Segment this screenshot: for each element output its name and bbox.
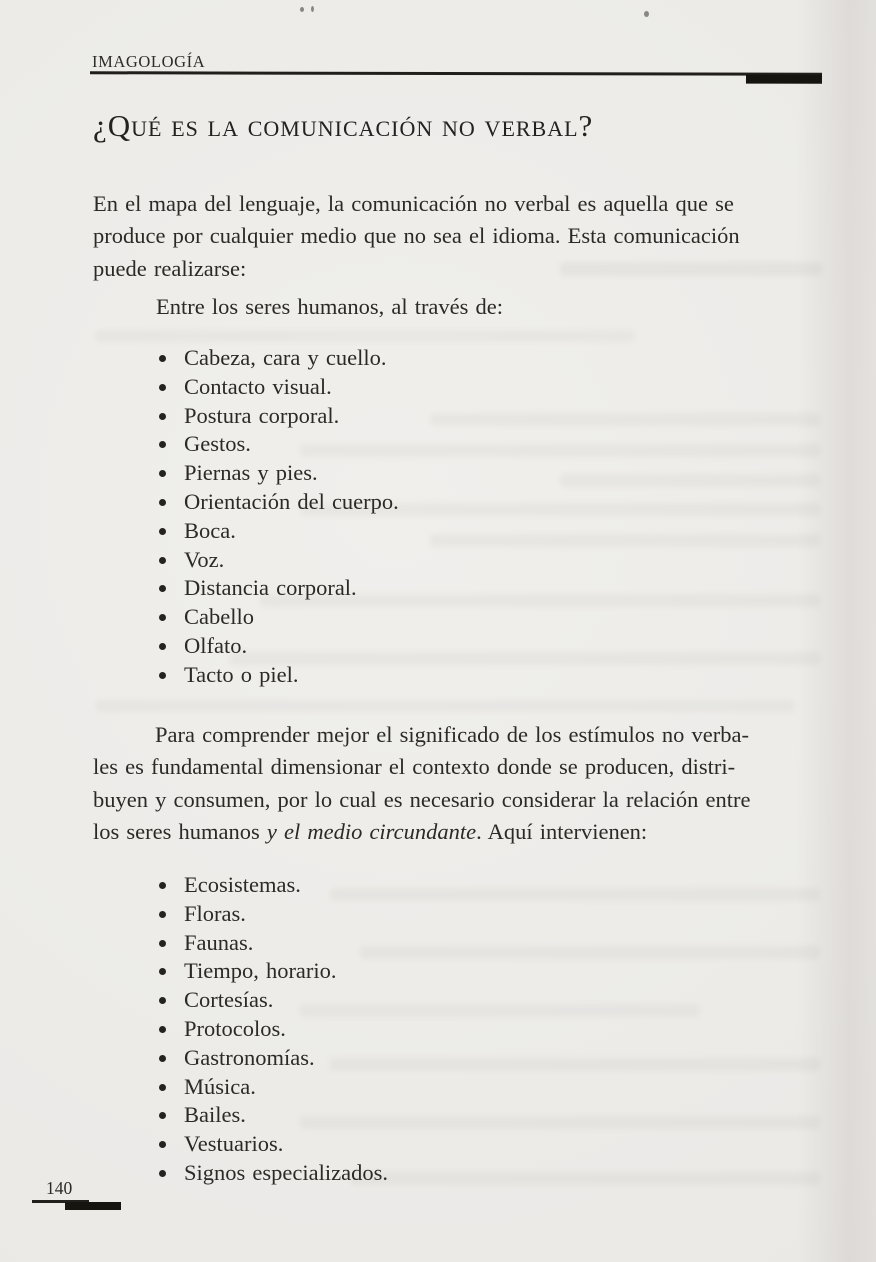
- page-number: 140: [46, 1178, 73, 1198]
- environment-factors-list: [156, 871, 388, 1188]
- bleed-through-artifact: [350, 1172, 820, 1185]
- list-item: Signos especializados.: [156, 1159, 388, 1188]
- bleed-through-artifact: [95, 330, 635, 342]
- bleed-through-artifact: [430, 534, 820, 547]
- header-rule: [90, 71, 822, 75]
- intro-paragraph: [93, 188, 821, 285]
- paragraph-line: buyen y consumen, por lo cual es necesario considerar la relación entre: [93, 786, 751, 812]
- list-item: Tiempo, horario.: [156, 957, 388, 986]
- list-item: Orientación del cuerpo.: [156, 488, 399, 517]
- list-lead-in: Entre los seres humanos, al través de:: [156, 294, 504, 319]
- list-item: Distancia corporal.: [156, 574, 399, 603]
- list-item: Vestuarios.: [156, 1130, 388, 1159]
- list-item: Cabeza, cara y cuello.: [156, 344, 399, 373]
- list-item: Bailes.: [156, 1101, 388, 1130]
- context-paragraph: [93, 719, 821, 849]
- list-item: Gastronomías.: [156, 1044, 388, 1073]
- list-item: Cabello: [156, 603, 399, 632]
- list-item: Olfato.: [156, 632, 399, 661]
- list-item: Gestos.: [156, 430, 399, 459]
- list-item: Postura corporal.: [156, 402, 399, 431]
- bleed-through-artifact: [360, 946, 820, 959]
- list-item: Contacto visual.: [156, 373, 399, 402]
- list-item: Piernas y pies.: [156, 459, 399, 488]
- bleed-through-artifact: [560, 474, 820, 487]
- list-item: Floras.: [156, 900, 388, 929]
- paragraph-line: les es fundamental dimensionar el contexto donde se producen, distri-: [93, 754, 736, 780]
- paragraph-line-segment: los seres humanos: [93, 819, 267, 845]
- bleed-through-artifact: [430, 413, 820, 426]
- running-header: IMAGOLOGÍA: [92, 52, 206, 71]
- paragraph-line-segment: . Aquí intervienen:: [476, 819, 648, 845]
- header-rule-thick-end: [746, 75, 822, 84]
- paragraph-line: puede realizarse:: [93, 255, 247, 281]
- bleed-through-artifact: [95, 700, 795, 712]
- paragraph-line: Para comprender mejor el significado de los estímulos no verba-: [155, 722, 749, 747]
- human-nonverbal-channels-list: [156, 344, 399, 690]
- scan-speck: [311, 6, 314, 12]
- bleed-through-artifact: [330, 888, 820, 901]
- scan-speck: [644, 11, 649, 17]
- list-item: Cortesías.: [156, 986, 388, 1015]
- list-item: Boca.: [156, 517, 399, 546]
- paragraph-line: produce por cualquier medio que no sea el idioma. Esta comunicación: [93, 223, 740, 249]
- footer-rule: [32, 1200, 89, 1203]
- page-title: ¿Qué es la comunicación no verbal?: [93, 108, 594, 143]
- list-item: Música.: [156, 1073, 388, 1102]
- list-item: Faunas.: [156, 929, 388, 958]
- list-item: Tacto o piel.: [156, 661, 399, 690]
- paragraph-line: En el mapa del lenguaje, la comunicación no verbal es aquella que se: [93, 191, 734, 216]
- footer-rule-thick-end: [65, 1202, 121, 1210]
- italic-phrase: y el medio circundante: [266, 819, 477, 845]
- list-item: Ecosistemas.: [156, 871, 388, 900]
- list-item: Protocolos.: [156, 1015, 388, 1044]
- scan-speck: [300, 7, 304, 12]
- bleed-through-artifact: [330, 1058, 820, 1071]
- list-item: Voz.: [156, 546, 399, 575]
